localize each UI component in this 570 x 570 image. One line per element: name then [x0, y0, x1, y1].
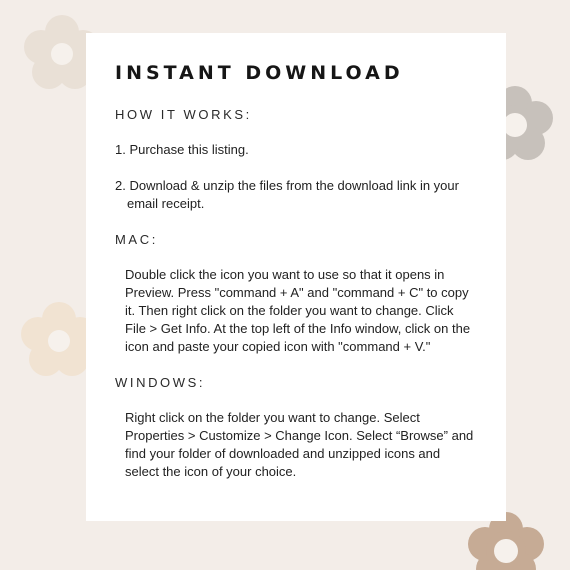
- windows-heading: WINDOWS:: [115, 375, 206, 390]
- mac-heading: MAC:: [115, 232, 158, 247]
- step-download-line1: 2. Download & unzip the files from the download link in your: [115, 178, 459, 193]
- flower-center: [51, 43, 73, 65]
- step-purchase: 1. Purchase this listing.: [115, 142, 249, 157]
- step-download: [115, 177, 487, 213]
- flower-center: [503, 113, 527, 137]
- how-it-works-heading: HOW IT WORKS:: [115, 107, 252, 122]
- flower-center: [48, 330, 70, 352]
- instructions-card: [86, 33, 506, 521]
- mac-instructions: Double click the icon you want to use so that it opens in Preview. Press "command + A" and "command + C" to copy it. Then right click on the folder you want to change. Click File > Get Info. At the top left of the Info window, click on the icon and paste your copied icon with "command + V.": [125, 267, 471, 354]
- page-title: INSTANT DOWNLOAD: [115, 62, 404, 84]
- step-download-line2: email receipt.: [127, 196, 205, 211]
- windows-instructions: Right click on the folder you want to change. Select Properties > Customize > Change Icon. Select “Browse” and find your folder of downloaded and unzipped icons and select the icon of your choice.: [125, 410, 474, 479]
- flower-center: [494, 539, 518, 563]
